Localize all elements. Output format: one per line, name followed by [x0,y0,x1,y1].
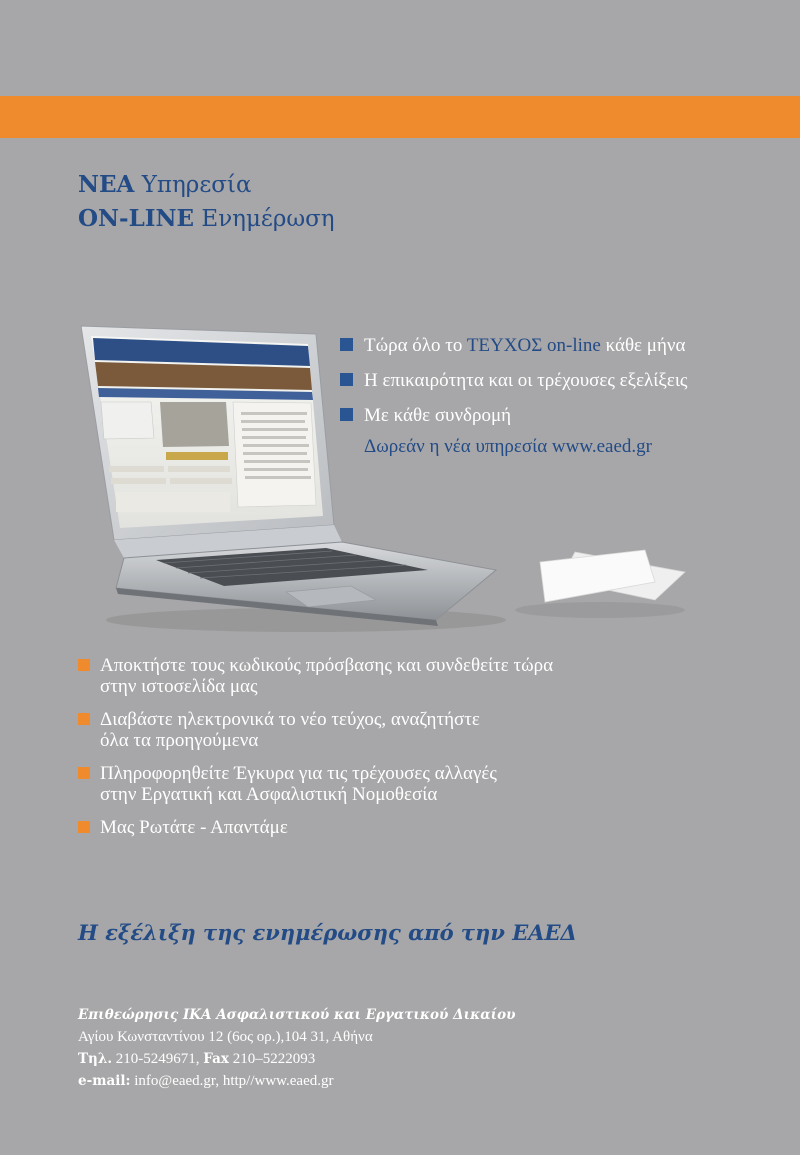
orange-square-bullet-icon [78,659,90,671]
tel-number: 210-5249671, [112,1051,204,1067]
feature-item [340,330,770,361]
benefit-item [78,817,718,838]
feature-list [340,330,770,466]
fax-number: 210–5222093 [228,1051,316,1067]
feature-item [340,365,770,396]
page-title [78,168,335,236]
title-line1-rest: Υπηρεσία [134,172,252,198]
benefit-text: Αποκτήστε τους κωδικούς πρόσβασης και συνδεθείτε τώρα [100,655,554,676]
orange-square-bullet-icon [78,713,90,725]
feature-text: κάθε μήνα [600,335,686,356]
paper-sheets-illustration [505,540,695,620]
email-label: e-mail: [78,1073,131,1089]
orange-header-bar [0,96,800,138]
benefit-text: Μας Ρωτάτε - Απαντάμε [100,817,288,838]
benefit-item [78,709,718,751]
orange-square-bullet-icon [78,821,90,833]
fax-label: Fax [203,1051,229,1067]
email-and-website[interactable]: info@eaed.gr, http//www.eaed.gr [130,1073,334,1089]
feature-text: Η επικαιρότητα και οι τρέχουσες εξελίξεις [364,370,688,391]
slogan: Η εξέλιξη της ενημέρωσης από την ΕΑΕΔ [78,920,577,945]
free-service-note: Δωρεάν η νέα υπηρεσία www.eaed.gr [364,436,652,457]
title-line2-rest: Ενημέρωση [194,206,335,232]
benefit-text: στην Εργατική και Ασφαλιστική Νομοθεσία [100,784,438,805]
benefit-text: Διαβάστε ηλεκτρονικά το νέο τεύχος, αναζητήστε [100,709,480,730]
benefit-item [78,655,718,697]
orange-square-bullet-icon [78,767,90,779]
feature-text: Με κάθε συνδρομή [364,405,512,426]
blue-square-bullet-icon [340,408,353,421]
contact-footer [78,1004,516,1092]
benefit-text: όλα τα προηγούμενα [100,730,259,751]
blue-square-bullet-icon [340,338,353,351]
blue-square-bullet-icon [340,373,353,386]
phone-fax [78,1048,516,1070]
tel-label: Τηλ. [78,1051,113,1067]
feature-item [340,400,770,462]
benefit-item [78,763,718,805]
title-line2-strong: ON-LINE [78,205,195,232]
address: Αγίου Κωνσταντίνου 12 (6ος ορ.),104 31, Αθήνα [78,1029,373,1045]
email-web [78,1070,516,1092]
benefit-text: Πληροφορηθείτε Έγκυρα για τις τρέχουσες αλλαγές [100,763,497,784]
feature-text: Τώρα όλο το [364,335,467,356]
feature-highlight: ΤΕΥΧΟΣ on-line [466,335,601,356]
benefit-text: στην ιστοσελίδα μας [100,676,258,697]
title-line1-strong: ΝΕΑ [78,171,135,198]
benefit-list [78,655,718,850]
organization-name: Επιθεώρησις ΙΚΑ Ασφαλιστικού και Εργατικού Δικαίου [78,1007,516,1023]
